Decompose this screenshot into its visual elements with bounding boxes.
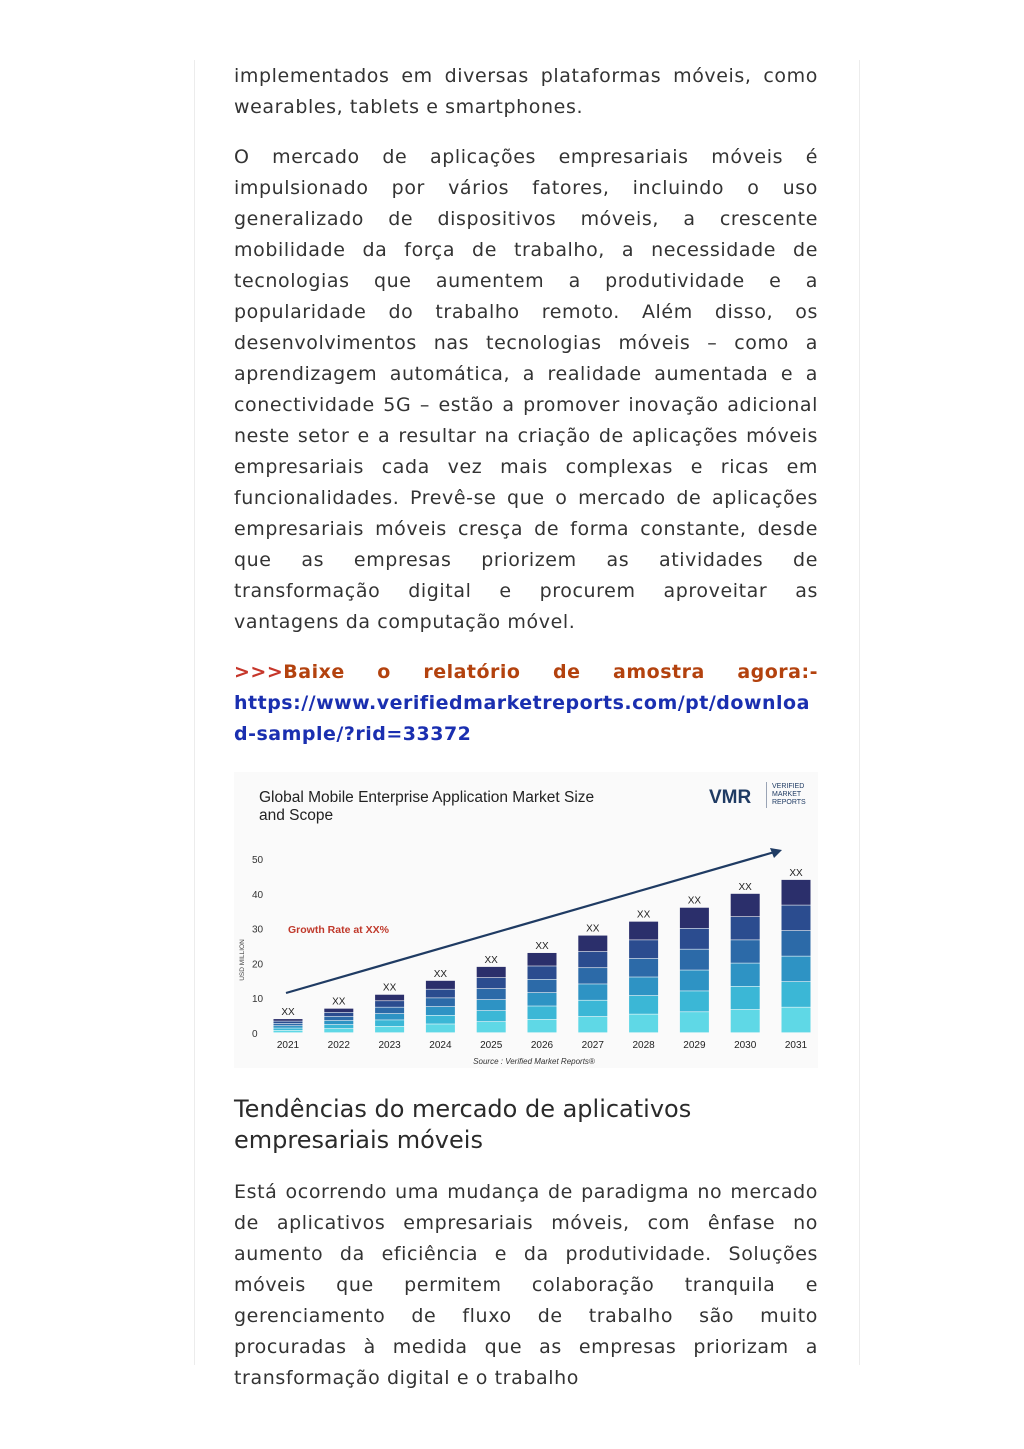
paragraph-market-drivers: O mercado de aplicações empresariais móveis é impulsionado por vários fatores, incluindo o uso generalizado de dispositivos móveis, a crescente mobilidade da força de trabalho, a necessidade de tecnologias que aumentem a produtividade e a popularidade do trabalho remoto. Além disso, os desenvolvimentos nas tecnologias móveis – como a aprendizagem automática, a realidade aumentada e a conectividade 5G – estão a promover inovação adicional neste setor e a resultar na criação de aplicações móveis empresariais cada vez mais complexas e ricas em funcionalidades. Prevê-se que o mercado de aplicações empresariais móveis cresça de forma constante, desde que as empresas priorizem as atividades de transformação digital e procurem aproveitar as vantagens da computação móvel. <box>234 146 818 633</box>
market-size-chart-svg <box>234 772 818 1068</box>
bar-segment <box>782 905 811 930</box>
section-heading-trends: Tendências do mercado de aplicativos empresariais móveis <box>234 1095 692 1154</box>
bar-segment <box>274 1031 303 1033</box>
bar-segment <box>731 963 760 986</box>
y-tick-label: 0 <box>252 1029 258 1040</box>
bar-segment <box>782 956 811 981</box>
bar <box>426 969 455 1033</box>
bar <box>274 1007 303 1032</box>
bar-data-label: XX <box>484 954 498 966</box>
bar-segment <box>578 984 607 1000</box>
logo-text-line: MARKET <box>772 791 802 798</box>
bar-segment <box>375 1007 404 1013</box>
download-sample-cta <box>234 657 818 750</box>
x-tick-label: 2029 <box>683 1040 706 1051</box>
bar-segment <box>528 966 557 979</box>
bar-data-label: XX <box>687 895 702 907</box>
x-tick-label: 2024 <box>429 1040 452 1051</box>
bar <box>731 882 760 1033</box>
bar-segment <box>426 998 455 1006</box>
bar-segment <box>680 949 709 969</box>
cta-word: o <box>377 661 391 683</box>
bar-segment <box>782 931 811 956</box>
y-tick-label: 50 <box>252 855 264 866</box>
y-axis <box>252 855 264 1040</box>
bar-segment <box>731 940 760 963</box>
bar-data-label: XX <box>586 923 600 935</box>
paragraph-intro: implementados em diversas plataformas móveis, como wearables, tablets e smartphones. <box>234 65 818 118</box>
bar-segment <box>782 982 811 1007</box>
bar <box>680 896 709 1033</box>
chart-source: Source : Verified Market Reports® <box>473 1057 595 1066</box>
bar-data-label: XX <box>281 1007 295 1019</box>
bar-segment <box>731 1010 760 1033</box>
bar-segment <box>680 970 709 990</box>
bar-segment <box>274 1028 303 1030</box>
bar-segment <box>375 1027 404 1033</box>
bar-data-label: XX <box>332 996 346 1008</box>
bar-segment <box>680 908 709 928</box>
bar-segment <box>426 1016 455 1024</box>
x-tick-label: 2022 <box>327 1040 350 1051</box>
cta-word: amostra <box>613 661 705 683</box>
bar <box>375 983 404 1033</box>
x-tick-label: 2023 <box>378 1040 401 1051</box>
bar-data-label: XX <box>535 940 549 952</box>
bar-segment <box>324 1009 353 1012</box>
cta-word: relatório <box>423 661 521 683</box>
x-axis <box>277 1040 808 1051</box>
bar-segment <box>477 1022 506 1032</box>
bar <box>782 868 811 1033</box>
bar-segment <box>477 978 506 988</box>
bar-segment <box>782 880 811 905</box>
bar-data-label: XX <box>789 867 803 879</box>
logo-divider <box>766 782 767 808</box>
bar-segment <box>324 1025 353 1028</box>
cta-word: Baixe <box>283 661 345 683</box>
bar-segment <box>578 1001 607 1017</box>
x-tick-label: 2030 <box>734 1040 757 1051</box>
chart-title-line-1: Global Mobile Enterprise Application Market Size <box>259 789 595 806</box>
bar-segment <box>680 929 709 949</box>
y-tick-label: 10 <box>252 994 264 1006</box>
bar-segment <box>477 1000 506 1010</box>
y-tick-label: 40 <box>252 889 264 901</box>
bar-segment <box>680 991 709 1011</box>
bar-segment <box>426 1007 455 1015</box>
y-axis-label: USD MILLION <box>239 939 246 981</box>
bar-segment <box>731 894 760 917</box>
cta-word: de <box>553 661 581 683</box>
y-tick-label: 20 <box>252 959 264 971</box>
bar-segment <box>477 967 506 977</box>
bar-data-label: XX <box>636 909 651 921</box>
bar-segment <box>274 1021 303 1023</box>
bar-data-label: XX <box>433 968 448 980</box>
bars <box>274 868 811 1033</box>
x-tick-label: 2026 <box>530 1040 554 1051</box>
x-tick-label: 2031 <box>784 1040 808 1051</box>
growth-rate-annotation: Growth Rate at XX% <box>288 924 389 936</box>
bar <box>578 924 607 1033</box>
bar-segment <box>274 1024 303 1026</box>
bar-segment <box>528 980 557 993</box>
bar-segment <box>578 952 607 968</box>
download-sample-link[interactable]: https://www.verifiedmarketreports.com/pt/download-sample/?rid=33372 <box>234 692 810 745</box>
bar <box>528 941 557 1032</box>
bar-segment <box>274 1019 303 1021</box>
bar-segment <box>375 1020 404 1026</box>
bar-segment <box>426 1024 455 1032</box>
bar-segment <box>578 936 607 952</box>
bar-data-label: XX <box>382 982 397 994</box>
x-tick-label: 2021 <box>276 1040 300 1051</box>
bar <box>477 955 506 1033</box>
bar-segment <box>426 981 455 989</box>
bar <box>324 997 353 1033</box>
bar-segment <box>375 1001 404 1007</box>
cta-text-row <box>234 657 818 688</box>
bar-segment <box>731 987 760 1010</box>
bar-segment <box>629 1014 658 1032</box>
bar-data-label: XX <box>738 881 752 893</box>
x-tick-label: 2025 <box>480 1040 503 1051</box>
bar-segment <box>477 1011 506 1021</box>
bar-segment <box>629 940 658 958</box>
bar-segment <box>578 968 607 984</box>
bar-segment <box>629 922 658 940</box>
bar-segment <box>528 1006 557 1019</box>
bar-segment <box>731 917 760 940</box>
bar-segment <box>528 993 557 1006</box>
bar-segment <box>528 1020 557 1033</box>
bar-segment <box>426 990 455 998</box>
bar-segment <box>578 1017 607 1033</box>
bar-segment <box>375 1014 404 1020</box>
bar-segment <box>375 995 404 1001</box>
logo-text-line: VERIFIED <box>772 783 805 790</box>
bar-segment <box>680 1012 709 1032</box>
x-tick-label: 2027 <box>581 1040 604 1051</box>
cta-word: agora:- <box>737 661 818 683</box>
bar-segment <box>477 989 506 999</box>
vmr-logo-mark: VMR <box>709 787 752 808</box>
bar-segment <box>324 1029 353 1032</box>
bar-segment <box>629 959 658 977</box>
y-tick-label: 30 <box>252 924 264 936</box>
logo-text-line: REPORTS <box>772 799 806 806</box>
bar-segment <box>782 1007 811 1032</box>
x-tick-label: 2028 <box>632 1040 655 1051</box>
bar-segment <box>274 1026 303 1028</box>
bar <box>629 910 658 1033</box>
bar-segment <box>629 996 658 1014</box>
bar-segment <box>324 1017 353 1020</box>
vmr-logo <box>709 782 806 808</box>
bar-segment <box>324 1013 353 1016</box>
paragraph-trends: Está ocorrendo uma mudança de paradigma no mercado de aplicativos empresariais móveis, com ênfase no aumento da eficiência e da produtividade. Soluções móveis que permitem colaboração tranquila e gerenciamento de fluxo de trabalho são muito procuradas à medida que as empresas priorizam a transformação digital e o trabalho <box>234 1181 818 1389</box>
bar-segment <box>528 953 557 966</box>
bar-segment <box>629 977 658 995</box>
market-size-chart <box>234 772 818 1068</box>
chart-title-line-2: and Scope <box>259 807 334 824</box>
bar-segment <box>324 1021 353 1024</box>
cta-arrows: >>> <box>234 661 284 683</box>
